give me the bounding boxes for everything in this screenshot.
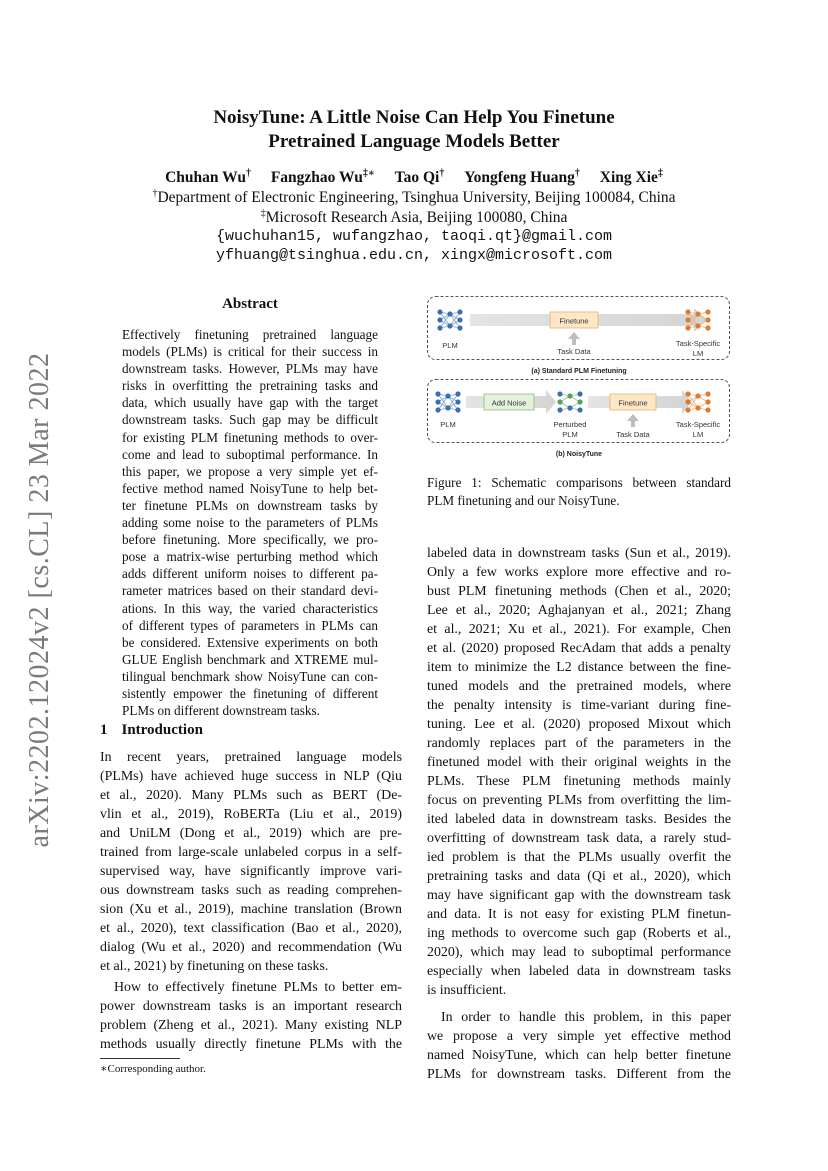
- text-line: methods usually directly finetune PLMs with the: [100, 1037, 402, 1052]
- intro-column: [100, 748, 402, 1054]
- abstract-line: come and lead to suboptimal performance. In: [122, 446, 378, 462]
- abstract-line: risks in overfitting the pretraining tasks and: [122, 378, 378, 394]
- text-line: et al., 2021) by finetuning on these tasks.: [100, 959, 329, 974]
- plm-icon-bottom: [435, 391, 460, 412]
- footnote: ∗Corresponding author.: [100, 1063, 206, 1075]
- author: Chuhan Wu†: [165, 168, 251, 187]
- abstract-line: ations. In this way, the varied characteristics: [122, 600, 378, 616]
- up-arrow-icon: [568, 332, 580, 345]
- abstract-heading: Abstract: [222, 296, 278, 312]
- intro-paragraph-1: [100, 748, 402, 976]
- text-line: especially when labeled data in downstream tasks: [427, 964, 731, 979]
- taskdata-label-top: Task Data: [557, 347, 591, 356]
- footnote-rule: [100, 1058, 180, 1059]
- perturbed-plm-icon: [557, 391, 582, 412]
- author: Tao Qi†: [394, 168, 445, 187]
- text-line: may have significant gap with the downstream task: [427, 888, 731, 903]
- abstract-line: ter finetune PLMs on downstream tasks by: [122, 497, 378, 513]
- title-line-1: NoisyTune: A Little Noise Can Help You Finetune: [213, 107, 615, 128]
- text-line: et al., 2021; Xu et al., 2021). For example, Chen: [427, 622, 731, 637]
- perturbed-label-1: Perturbed: [553, 420, 587, 429]
- affiliation-2: ‡Microsoft Research Asia, Beijing 100080, China: [260, 208, 568, 227]
- text-line: et al., 2020). Many PLMs such as BERT (De-: [100, 788, 402, 803]
- text-line: supervised way, have significantly improve vari-: [100, 864, 402, 879]
- text-line: finetuned model with their original weights in the: [427, 755, 731, 770]
- abstract-line: data, which usually have gap with the target: [122, 395, 378, 411]
- text-line: et al., 2020), text classification (Bao et al., 2020),: [100, 921, 402, 936]
- abstract-line: for existing PLM finetuning methods to over-: [122, 429, 378, 445]
- text-line: item to minimize the L2 distance between the fine-: [427, 660, 731, 675]
- abstract-line: rameter matrices based on their standard devi-: [122, 583, 378, 599]
- caption-line: PLM finetuning and our NoisyTune.: [427, 492, 620, 508]
- text-line: the penalty intensity is time-variant during fine-: [427, 698, 731, 713]
- abstract-line: GLUE English benchmark and XTREME mul-: [122, 651, 378, 667]
- section-title: Introduction: [121, 722, 203, 738]
- addnoise-label: Add Noise: [491, 398, 527, 408]
- title-line-2: Pretrained Language Models Better: [268, 131, 560, 152]
- plm-label-bottom: PLM: [440, 420, 456, 429]
- abstract-line: of different types of parameters in PLMs can: [122, 617, 378, 633]
- finetune-label-bottom: Finetune: [618, 398, 648, 408]
- figure-caption: [427, 474, 731, 509]
- text-line: tuned models and the pretrained models, where: [427, 679, 731, 694]
- abstract-line: models (PLMs) is critical for their success in: [122, 344, 378, 360]
- text-line: problem (Zheng et al., 2021). Many existing NLP: [100, 1018, 402, 1033]
- text-line: is insufficient.: [427, 983, 507, 998]
- text-line: bust PLM finetuning methods (Chen et al., 2020;: [427, 584, 731, 599]
- text-line: In order to handle this problem, in this paper: [441, 1010, 731, 1025]
- text-line: labeled data in downstream tasks (Sun et al., 2019).: [427, 546, 731, 561]
- right-column: [427, 544, 731, 1084]
- email-line-1: {wuchuhan15, wufangzhao, taoqi.qt}@gmail.com: [215, 228, 613, 245]
- text-line: Only a few works explore more effective and ro-: [427, 565, 731, 580]
- abstract-line: adding some noise to the parameters of PLMs: [122, 515, 378, 531]
- finetune-label-top: Finetune: [559, 316, 589, 326]
- right-paragraph-2: [427, 1008, 731, 1084]
- abstract-line: before finetuning. More specifically, we pro-: [122, 532, 378, 548]
- section-heading: [100, 722, 203, 739]
- abstract-line: Effectively finetuning pretrained language: [122, 327, 378, 342]
- abstract-line: sistently empower the finetuning of different: [122, 685, 378, 701]
- affiliation-1: †Department of Electronic Engineering, Tsinghua University, Beijing 100084, China: [152, 188, 676, 207]
- text-line: 2020), which may lead to suboptimal performance: [427, 945, 731, 960]
- taskdata-label-bottom: Task Data: [616, 430, 650, 439]
- text-line: ous downstream tasks such as reading comprehen-: [100, 883, 402, 898]
- abstract-line: downstream tasks. However, PLMs may have: [122, 361, 378, 377]
- abstract-line: adds different uniform noises to different pa-: [122, 566, 378, 582]
- abstract-line: fective method named NoisyTune to help bet-: [122, 480, 378, 496]
- author: Yongfeng Huang†: [464, 168, 580, 187]
- text-line: In recent years, pretrained language models: [100, 750, 402, 765]
- text-line: ied problem is that the PLMs usually overfit the: [427, 850, 731, 865]
- up-arrow-icon: [627, 414, 639, 427]
- caption-line: Figure 1: Schematic comparisons between standard: [427, 475, 731, 490]
- text-line: ited labeled data in downstream tasks. Besides the: [427, 812, 731, 827]
- text-line: we propose a very simple yet effective method: [427, 1029, 731, 1044]
- section-number: 1: [100, 722, 108, 738]
- text-line: ing methods to overcome such gap (Roberts et al.,: [427, 926, 731, 941]
- figure-1-diagram: [426, 294, 732, 460]
- paper-title: [0, 106, 828, 154]
- tslm-label-top-2: LM: [692, 349, 704, 358]
- tslm-label-bottom-2: LM: [692, 430, 704, 439]
- text-line: (PLMs) have achieved huge success in NLP (Qiu: [100, 769, 402, 784]
- abstract-line: PLMs on different downstream tasks.: [122, 703, 320, 719]
- author-list: [0, 168, 828, 187]
- abstract-body: [122, 326, 378, 719]
- right-paragraph-1: [427, 544, 731, 1000]
- abstract-line: be considered. Extensive experiments on both: [122, 634, 378, 650]
- abstract-line: tilingual benchmark show NoisyTune can con-: [122, 668, 378, 684]
- text-line: et al. (2020) proposed RecAdam that adds a penalty: [427, 641, 731, 656]
- perturbed-label-2: PLM: [562, 430, 578, 439]
- text-line: trained from large-scale unlabeled corpus in a self-: [100, 845, 402, 860]
- plm-icon-top: [437, 309, 462, 330]
- text-line: randomly replaces part of the parameters in the: [427, 736, 731, 751]
- text-line: overfitting of downstream task data, a rarely stud-: [427, 831, 731, 846]
- text-line: and UniLM (Dong et al., 2019) which are pre-: [100, 826, 402, 841]
- text-line: tuning. Lee et al. (2020) proposed Mixout which: [427, 717, 731, 732]
- tslm-label-bottom-1: Task-Specific: [675, 420, 721, 429]
- abstract-line: pose a matrix-wise perturbing method which: [122, 549, 378, 565]
- author: Xing Xie‡: [599, 168, 663, 187]
- tslm-icon-bottom: [685, 391, 710, 412]
- panel-b-label: (b) NoisyTune: [555, 451, 603, 458]
- text-line: PLMs. These PLM finetuning methods mainly: [427, 774, 731, 789]
- panel-a-label: (a) Standard PLM Finetuning: [531, 368, 627, 375]
- text-line: and data. It is not easy for existing PLM finetun-: [427, 907, 731, 922]
- text-line: Lee et al., 2020; Aghajanyan et al., 2021; Zhang: [427, 603, 731, 618]
- text-line: sion (Xu et al., 2019), machine translation (Brown: [100, 902, 402, 917]
- text-line: PLMs for downstream tasks. Different from the: [427, 1067, 731, 1082]
- text-line: How to effectively finetune PLMs to better em-: [114, 980, 402, 995]
- plm-label-top: PLM: [442, 341, 458, 350]
- text-line: named NoisyTune, which can help better finetune: [427, 1048, 731, 1063]
- arxiv-stamp: arXiv:2202.12024v2 [cs.CL] 23 Mar 2022: [24, 352, 55, 848]
- text-line: dialog (Wu et al., 2020) and recommendation (Wu: [100, 940, 402, 955]
- email-line-2: yfhuang@tsinghua.edu.cn, xingx@microsoft.com: [215, 247, 613, 264]
- figure-1: [426, 294, 732, 460]
- abstract-line: downstream tasks. Such gap may be difficult: [122, 412, 378, 428]
- text-line: power downstream tasks is an important research: [100, 999, 402, 1014]
- intro-paragraph-2: [100, 978, 402, 1054]
- text-line: vlin et al., 2019), RoBERTa (Liu et al., 2019): [100, 807, 402, 822]
- text-line: pretraining tasks and data (Qi et al., 2020), which: [427, 869, 731, 884]
- abstract-line: this paper, we propose a very simple yet ef-: [122, 463, 378, 479]
- author: Fangzhao Wu‡∗: [270, 168, 375, 187]
- tslm-label-top-1: Task-Specific: [675, 339, 721, 348]
- text-line: focus on preventing PLMs from overfitting the lim-: [427, 793, 731, 808]
